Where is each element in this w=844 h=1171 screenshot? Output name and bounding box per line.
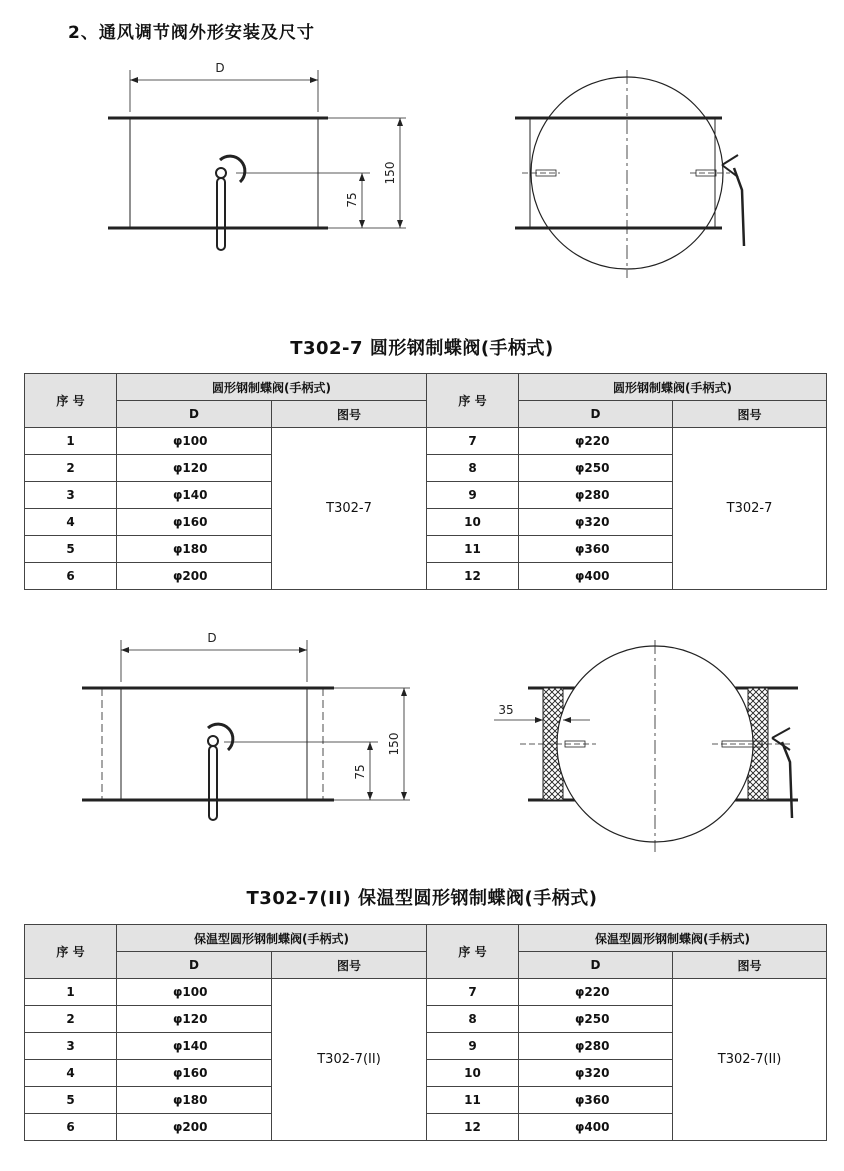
dim-d-label: D <box>215 61 225 75</box>
table-row <box>25 979 827 1006</box>
seq-cell: 11 <box>427 1087 519 1114</box>
header-fig: 图号 <box>272 401 427 428</box>
diameter-cell: φ360 <box>519 1087 673 1114</box>
seq-cell: 4 <box>25 509 117 536</box>
seq-cell: 11 <box>427 536 519 563</box>
seq-cell: 7 <box>427 428 519 455</box>
dim-d-label: D <box>207 631 217 645</box>
diameter-cell: φ140 <box>117 482 272 509</box>
header-fig: 图号 <box>272 952 427 979</box>
valve-drawing-standard <box>0 50 844 290</box>
table2-caption: T302-7(II) 保温型圆形钢制蝶阀(手柄式) <box>246 888 598 909</box>
header-seq: 序 号 <box>427 374 519 428</box>
diameter-cell: φ140 <box>117 1033 272 1060</box>
figure-number-cell: T302-7 <box>673 428 827 590</box>
header-group: 保温型圆形钢制蝶阀(手柄式) <box>519 925 827 952</box>
seq-cell: 9 <box>427 482 519 509</box>
diameter-cell: φ100 <box>117 428 272 455</box>
spec-table-insulated <box>24 924 827 1141</box>
header-seq: 序 号 <box>25 374 117 428</box>
diameter-cell: φ180 <box>117 536 272 563</box>
dim-75-label: 75 <box>353 764 367 780</box>
figure-number-cell: T302-7(II) <box>673 979 827 1141</box>
diameter-cell: φ100 <box>117 979 272 1006</box>
seq-cell: 2 <box>25 455 117 482</box>
figure-number-cell: T302-7(II) <box>272 979 427 1141</box>
diameter-cell: φ160 <box>117 1060 272 1087</box>
seq-cell: 6 <box>25 563 117 590</box>
seq-cell: 6 <box>25 1114 117 1141</box>
diameter-cell: φ250 <box>519 1006 673 1033</box>
diameter-cell: φ360 <box>519 536 673 563</box>
table1-caption: T302-7 圆形钢制蝶阀(手柄式) <box>290 338 554 359</box>
header-fig: 图号 <box>673 401 827 428</box>
seq-cell: 1 <box>25 979 117 1006</box>
section-heading: 2、通风调节阀外形安装及尺寸 <box>68 23 315 43</box>
header-seq: 序 号 <box>25 925 117 979</box>
diameter-cell: φ280 <box>519 1033 673 1060</box>
diameter-cell: φ180 <box>117 1087 272 1114</box>
diameter-cell: φ320 <box>519 1060 673 1087</box>
diameter-cell: φ400 <box>519 563 673 590</box>
seq-cell: 3 <box>25 1033 117 1060</box>
diameter-cell: φ320 <box>519 509 673 536</box>
diameter-cell: φ250 <box>519 455 673 482</box>
seq-cell: 5 <box>25 536 117 563</box>
seq-cell: 10 <box>427 1060 519 1087</box>
diameter-cell: φ220 <box>519 428 673 455</box>
dim-75-label: 75 <box>345 192 359 208</box>
diameter-cell: φ280 <box>519 482 673 509</box>
header-group: 圆形钢制蝶阀(手柄式) <box>117 374 427 401</box>
header-d: D <box>117 401 272 428</box>
header-d: D <box>519 401 673 428</box>
diameter-cell: φ120 <box>117 455 272 482</box>
seq-cell: 5 <box>25 1087 117 1114</box>
dim-150-label: 150 <box>387 732 401 756</box>
header-group: 圆形钢制蝶阀(手柄式) <box>519 374 827 401</box>
diameter-cell: φ400 <box>519 1114 673 1141</box>
seq-cell: 4 <box>25 1060 117 1087</box>
table-row <box>25 428 827 455</box>
header-fig: 图号 <box>673 952 827 979</box>
header-d: D <box>519 952 673 979</box>
valve-drawing-insulated <box>0 620 844 860</box>
diameter-cell: φ160 <box>117 509 272 536</box>
seq-cell: 12 <box>427 1114 519 1141</box>
seq-cell: 7 <box>427 979 519 1006</box>
header-group: 保温型圆形钢制蝶阀(手柄式) <box>117 925 427 952</box>
diameter-cell: φ120 <box>117 1006 272 1033</box>
seq-cell: 1 <box>25 428 117 455</box>
header-seq: 序 号 <box>427 925 519 979</box>
seq-cell: 3 <box>25 482 117 509</box>
diameter-cell: φ200 <box>117 563 272 590</box>
figure-number-cell: T302-7 <box>272 428 427 590</box>
spec-table-standard <box>24 373 827 590</box>
seq-cell: 12 <box>427 563 519 590</box>
dim-35-label: 35 <box>498 703 514 717</box>
seq-cell: 8 <box>427 1006 519 1033</box>
dim-150-label: 150 <box>383 161 397 185</box>
seq-cell: 10 <box>427 509 519 536</box>
diameter-cell: φ220 <box>519 979 673 1006</box>
seq-cell: 2 <box>25 1006 117 1033</box>
seq-cell: 9 <box>427 1033 519 1060</box>
seq-cell: 8 <box>427 455 519 482</box>
header-d: D <box>117 952 272 979</box>
diameter-cell: φ200 <box>117 1114 272 1141</box>
